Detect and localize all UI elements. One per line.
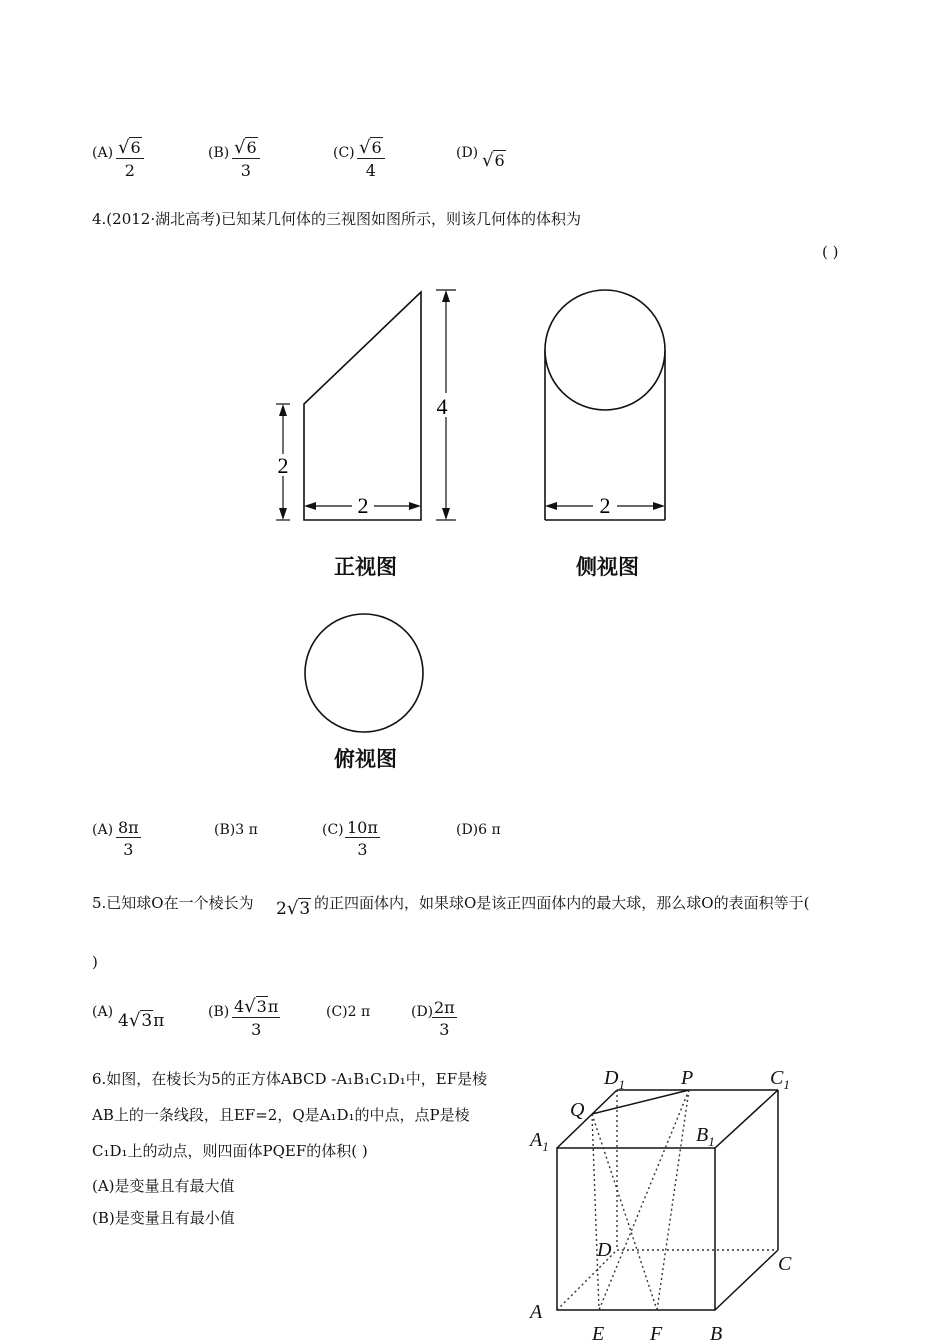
q3-option-b-label: (B) <box>208 145 230 161</box>
label-p: P <box>681 1067 694 1089</box>
label-q: Q <box>570 1099 585 1121</box>
q4-option-d: (D)6 π <box>456 822 501 838</box>
label-b: B <box>710 1323 723 1344</box>
radical-icon: √ <box>234 137 246 158</box>
q4-option-a-fraction: $\frac{8\pi}{3}$ <box>118 818 139 859</box>
q6-option-b: (B)是变量且有最小值 <box>92 1209 235 1227</box>
q5-option-b-fraction: $\frac{4√3\pi}{3}$ <box>234 996 279 1039</box>
q6-stem-line3: C₁D₁上的动点，则四面体PQEF的体积( ) <box>92 1142 368 1160</box>
front-left-dimension-label: 2 <box>277 453 289 478</box>
side-view-figure <box>535 280 675 530</box>
q6-stem-line2: AB上的一条线段，且EF=2，Q是A₁D₁的中点，点P是棱 <box>92 1106 470 1124</box>
radical-icon: √ <box>118 137 130 158</box>
q5-stem-part1: 5.已知球O在一个棱长为 <box>92 894 254 912</box>
label-e: E <box>592 1323 605 1344</box>
q5-option-d-fraction: $\frac{2\pi}{3}$ <box>434 998 455 1039</box>
side-view-caption: 侧视图 <box>576 555 639 579</box>
label-c: C <box>778 1253 792 1275</box>
cube-figure <box>520 1060 810 1344</box>
q5-option-c: (C)2 π <box>326 1004 371 1020</box>
q3-option-d-label: (D) <box>456 145 479 161</box>
q3-option-c-fraction: $\frac{√6}{4}$ <box>357 137 385 180</box>
q4-answer-bracket: ( ) <box>822 243 839 261</box>
q5-stem-part2: 的正四面体内，如果球O是该正四面体内的最大球，那么球O的表面积等于( <box>314 894 810 912</box>
label-b1: $B_1$ <box>696 1124 715 1149</box>
front-view-outline <box>304 292 421 520</box>
q4-option-a-label: (A) <box>92 822 114 838</box>
radical-icon: √ <box>244 996 256 1017</box>
q5-stem-close: ) <box>92 953 98 971</box>
radical-icon: √ <box>128 1010 141 1031</box>
q3-option-c-label: (C) <box>333 145 355 161</box>
q3-option-d-value: √6 <box>482 150 505 171</box>
q3-option-a-fraction: $\frac{√6}{2}$ <box>116 137 144 180</box>
label-d: D <box>597 1239 612 1261</box>
front-view-caption: 正视图 <box>334 555 397 579</box>
segment-qp <box>592 1090 689 1114</box>
front-width-dimension-label: 2 <box>357 493 369 518</box>
q3-option-a-label: (A) <box>92 145 114 161</box>
radical-icon: √ <box>286 898 299 919</box>
front-view-figure <box>260 280 470 540</box>
q4-stem: 4.(2012·湖北高考)已知某几何体的三视图如图所示，则该几何体的体积为 <box>92 210 581 228</box>
radical-icon: √ <box>359 137 371 158</box>
side-width-dimension-label: 2 <box>599 493 611 518</box>
q5-edge-length: 2√3 <box>276 898 311 919</box>
top-view-caption: 俯视图 <box>334 747 397 771</box>
side-view-circle <box>545 290 665 410</box>
radical-icon: √ <box>482 150 494 171</box>
q5-option-a-value: 4√3π <box>118 1010 165 1031</box>
q6-option-a: (A)是变量且有最大值 <box>92 1177 235 1195</box>
label-a1: $A_1$ <box>530 1129 549 1154</box>
front-right-dimension-label: 4 <box>436 394 448 419</box>
label-c1: $C_1$ <box>770 1067 790 1092</box>
label-f: F <box>650 1323 663 1344</box>
q4-option-c-fraction: $\frac{10\pi}{3}$ <box>347 818 378 859</box>
q5-option-a-label: (A) <box>92 1004 114 1020</box>
cube-front-face <box>557 1148 715 1310</box>
q4-option-c-label: (C) <box>322 822 344 838</box>
label-d1: $D_1$ <box>604 1067 625 1092</box>
q5-option-b-label: (B) <box>208 1004 230 1020</box>
q4-option-b: (B)3 π <box>214 822 258 838</box>
label-a: A <box>530 1301 543 1323</box>
q6-stem-line1: 6.如图，在棱长为5的正方体ABCD -A₁B₁C₁D₁中，EF是棱 <box>92 1070 488 1088</box>
top-view-circle <box>305 614 423 732</box>
q5-option-d-label: (D) <box>411 1004 434 1020</box>
q3-option-b-fraction: $\frac{√6}{3}$ <box>232 137 260 180</box>
top-view-figure <box>300 612 430 738</box>
